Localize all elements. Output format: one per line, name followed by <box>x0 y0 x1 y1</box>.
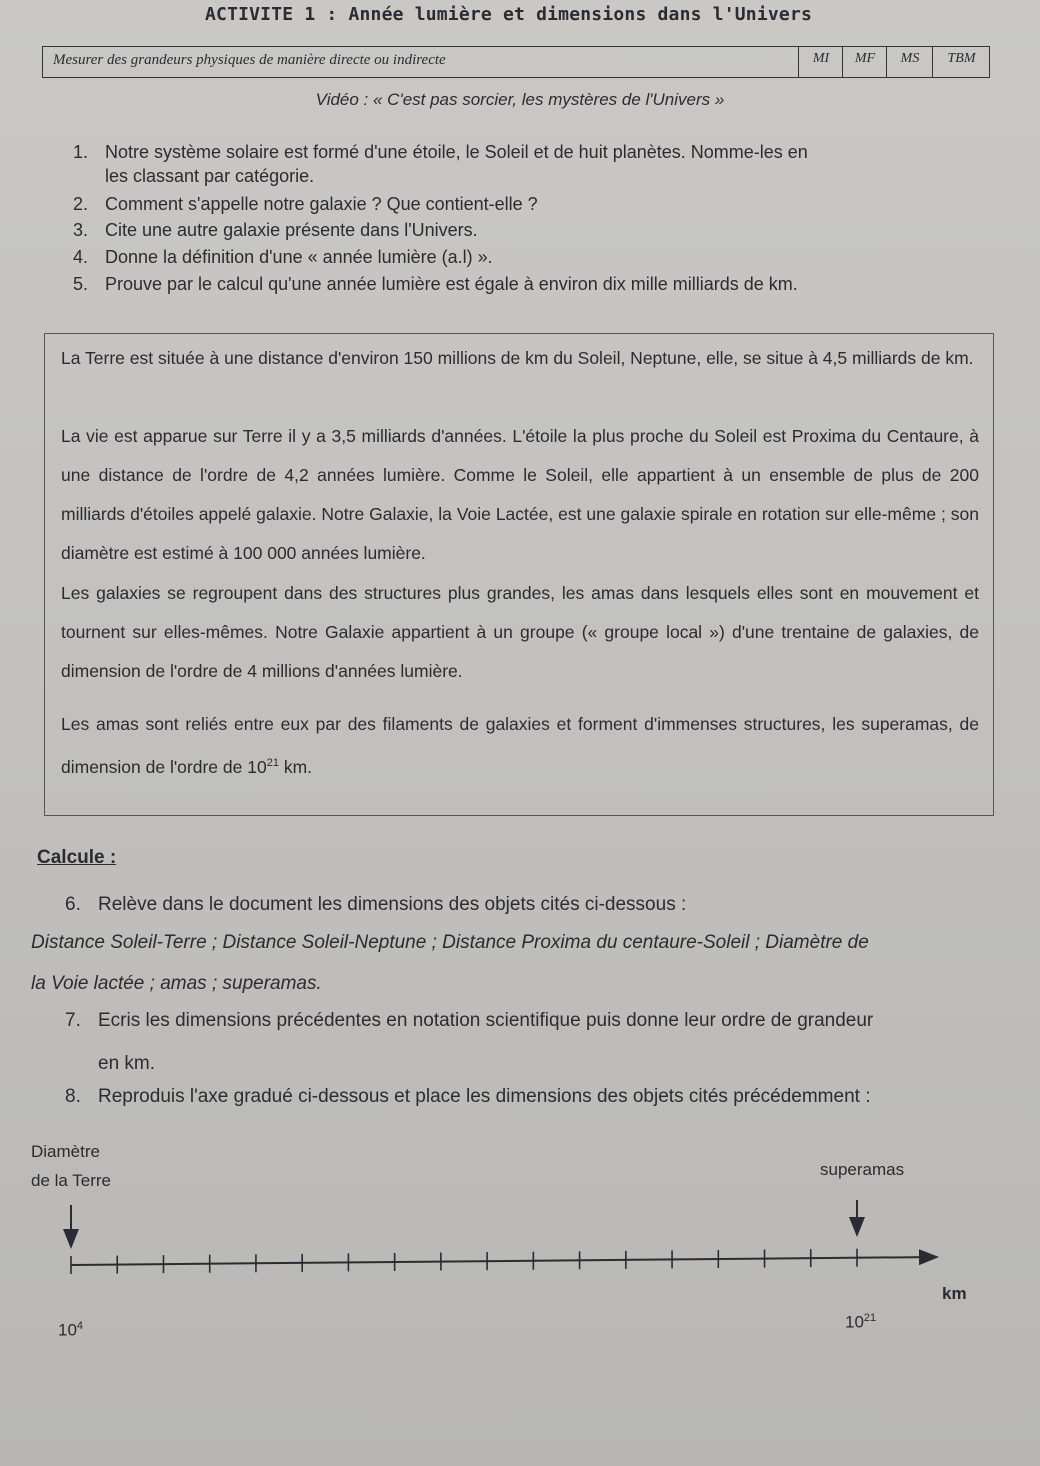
doc-paragraph-4-text: Les amas sont reliés entre eux par des filaments de galaxies et forment d'immenses structures, les superamas, de dimension de l'ordre de 10 <box>61 714 979 777</box>
question-4 <box>73 245 493 269</box>
question-1 <box>73 140 808 164</box>
question-text: Cite une autre galaxie présente dans l'Univers. <box>105 220 478 240</box>
axis-start-label <box>58 1320 83 1341</box>
axis-end-exponent: 21 <box>863 1312 877 1324</box>
question-1-continued: les classant par catégorie. <box>105 166 315 186</box>
axis-label-earth-2: de la Terre <box>31 1171 112 1190</box>
axis-label-superamas: superamas <box>820 1160 905 1179</box>
question-text: Notre système solaire est formé d'une étoile, le Soleil et de huit planètes. Nomme-les en <box>105 142 808 162</box>
skill-description: Mesurer des grandeurs physiques de manière directe ou indirecte <box>53 52 446 68</box>
question-3 <box>73 218 478 242</box>
axis-unit: km <box>942 1284 967 1303</box>
question-5 <box>73 272 798 296</box>
doc-exponent: 21 <box>266 757 279 769</box>
question-number: 4. <box>73 247 89 267</box>
calc-heading: Calcule : <box>37 847 117 868</box>
question-7 <box>65 1010 873 1032</box>
question-number: 5. <box>73 274 89 294</box>
axis-end-label <box>845 1312 876 1333</box>
question-2 <box>73 192 538 216</box>
question-number: 6. <box>65 894 81 915</box>
skill-bar <box>42 46 990 78</box>
video-reference: Vidéo : « C'est pas sorcier, les mystères de l'Univers » <box>315 90 725 109</box>
axis-end-base: 10 <box>845 1312 864 1332</box>
question-8 <box>65 1086 870 1108</box>
doc-paragraph-2: La vie est apparue sur Terre il y a 3,5 milliards d'années. L'étoile la plus proche du Soleil est Proxima du Centaure, à une distance de l'ordre de 4,2 années lumière. Comme le Soleil, elle appartient à un ensemble de plus de 200 milliards d'étoiles appelé galaxie. Notre Galaxie, la Voie Lactée, est une galaxie spirale en rotation sur elle-même ; son diamètre est estimé à 100 000 années lumière. <box>61 426 979 563</box>
question-text: Ecris les dimensions précédentes en notation scientifique puis donne leur ordre de grandeur <box>98 1010 874 1031</box>
objects-list-line-2: la Voie lactée ; amas ; superamas. <box>31 973 322 994</box>
page-title: ACTIVITE 1 : Année lumière et dimensions dans l'Univers <box>205 4 813 25</box>
axis-line <box>71 1257 937 1265</box>
question-text: Comment s'appelle notre galaxie ? Que contient-elle ? <box>105 194 538 214</box>
question-text: Reproduis l'axe gradué ci-dessous et place les dimensions des objets cités précédemment : <box>98 1086 871 1107</box>
question-text: Donne la définition d'une « année lumière (a.l) ». <box>105 247 493 267</box>
question-7-continued: en km. <box>98 1053 156 1074</box>
doc-paragraph-1: La Terre est située à une distance d'environ 150 millions de km du Soleil, Neptune, elle, se situe à 4,5 milliards de km. <box>61 348 974 368</box>
doc-paragraph-4-end: km. <box>278 756 313 777</box>
objects-list-line-1: Distance Soleil-Terre ; Distance Soleil-Neptune ; Distance Proxima du centaure-Soleil ; Diamètre de <box>31 932 869 953</box>
level-ms: MS <box>886 47 933 77</box>
graduated-axis <box>0 1195 1040 1295</box>
level-mi: MI <box>798 47 843 77</box>
question-number: 8. <box>65 1086 81 1107</box>
question-number: 2. <box>73 194 89 214</box>
level-tbm: TBM <box>932 47 990 77</box>
axis-start-exponent: 4 <box>76 1320 84 1332</box>
document-box <box>44 333 994 816</box>
level-mf: MF <box>842 47 887 77</box>
question-6 <box>65 894 686 916</box>
question-number: 7. <box>65 1010 81 1031</box>
question-text: Relève dans le document les dimensions des objets cités ci-dessous : <box>98 894 687 915</box>
question-text: Prouve par le calcul qu'une année lumière est égale à environ dix mille milliards de km. <box>105 274 798 294</box>
axis-start-base: 10 <box>58 1320 77 1340</box>
axis-label-earth-1: Diamètre <box>31 1142 100 1161</box>
question-number: 3. <box>73 220 89 240</box>
doc-paragraph-3: Les galaxies se regroupent dans des structures plus grandes, les amas dans lesquels elles sont en mouvement et tournent sur elles-mêmes. Notre Galaxie appartient à un groupe (« groupe local ») d'une trentaine de galaxies, de dimension de l'ordre de 4 millions d'années lumière. <box>61 583 979 681</box>
question-number: 1. <box>73 142 89 162</box>
doc-paragraph-4 <box>61 705 979 787</box>
